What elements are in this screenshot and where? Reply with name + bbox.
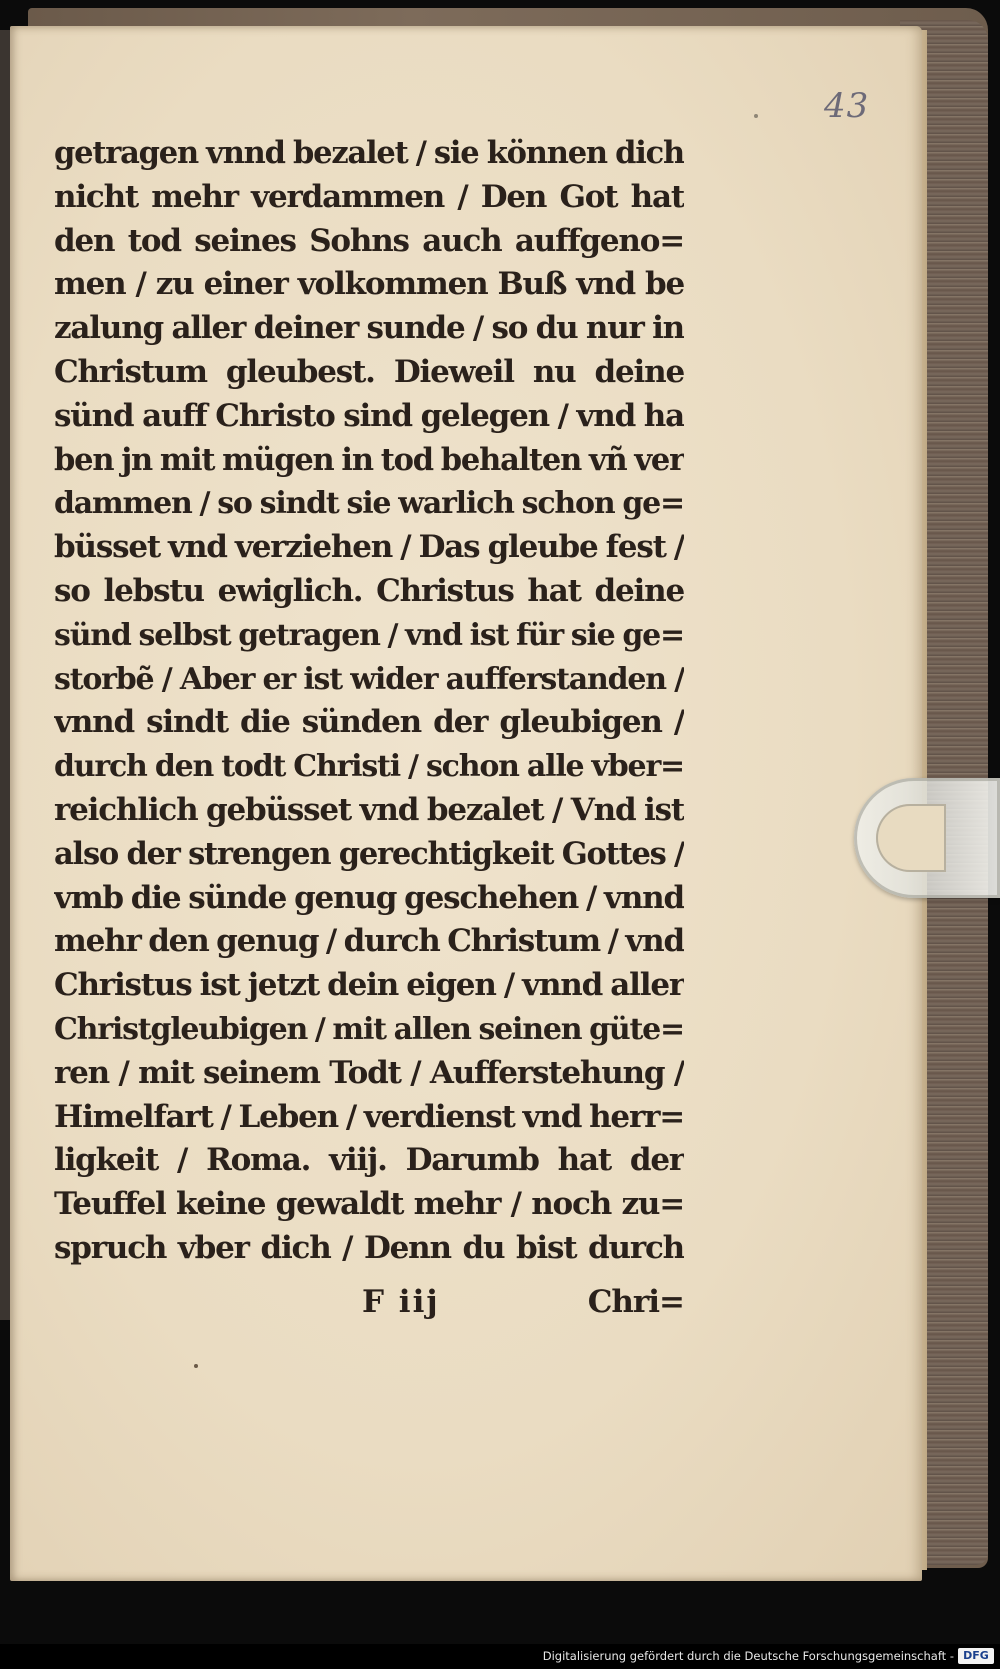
signature-mark: F iij bbox=[362, 1284, 440, 1320]
text-line: den tod seines Sohns auch auffgeno= bbox=[54, 222, 684, 259]
text-line: nicht mehr verdammen / Den Got hat bbox=[54, 178, 684, 215]
footer-bar bbox=[0, 1644, 1000, 1669]
text-line: zalung aller deiner sunde / so du nur in bbox=[54, 310, 684, 347]
page-clip-opening bbox=[876, 804, 946, 872]
text-line: büsset vnd verziehen / Das gleube fest / bbox=[54, 529, 684, 566]
text-line: ben jn mit mügen in tod behalten vñ ver bbox=[54, 441, 684, 478]
text-line: dammen / so sindt sie warlich schon ge= bbox=[54, 486, 684, 522]
text-line: men / zu einer volkommen Buß vnd be bbox=[54, 266, 684, 303]
dfg-logo: DFG bbox=[958, 1648, 994, 1664]
text-line: getragen vnnd bezalet / sie können dich bbox=[54, 135, 684, 171]
text-line: sünd auff Christo sind gelegen / vnd ha bbox=[54, 397, 684, 434]
catchword: Chri= bbox=[587, 1284, 684, 1320]
ink-speck bbox=[194, 1364, 198, 1368]
pencil-mark bbox=[754, 114, 758, 118]
text-line: vnnd sindt die sünden der gleubigen / bbox=[54, 704, 684, 741]
text-line: sünd selbst getragen / vnd ist für sie ge= bbox=[54, 617, 684, 653]
signature-line bbox=[54, 1284, 684, 1330]
text-line: Christum gleubest. Dieweil nu deine bbox=[54, 353, 684, 390]
text-line: mehr den genug / durch Christum / vnd bbox=[54, 923, 684, 960]
text-line: ligkeit / Roma. viij. Darumb hat der bbox=[54, 1142, 684, 1179]
text-line: vmb die sünde genug geschehen / vnnd bbox=[54, 879, 684, 916]
text-line: Teuffel keine gewaldt mehr / noch zu= bbox=[54, 1186, 684, 1223]
text-line: storbẽ / Aber er ist wider aufferstanden / bbox=[54, 661, 684, 697]
text-line: durch den todt Christi / schon alle vber= bbox=[54, 749, 684, 785]
page-clip bbox=[854, 778, 1000, 898]
funding-credit: Digitalisierung gefördert durch die Deutsche Forschungsgemeinschaft - bbox=[542, 1649, 954, 1663]
text-line: reichlich gebüsset vnd bezalet / Vnd ist bbox=[54, 791, 684, 828]
text-line: so lebstu ewiglich. Christus hat deine bbox=[54, 572, 684, 609]
text-line: also der strengen gerechtigkeit Gottes / bbox=[54, 835, 684, 872]
book-page bbox=[10, 26, 922, 1581]
text-line: spruch vber dich / Denn du bist durch bbox=[54, 1229, 684, 1266]
text-block bbox=[54, 132, 684, 1271]
text-line: Christgleubigen / mit allen seinen güte= bbox=[54, 1011, 684, 1047]
text-line: ren / mit seinem Todt / Aufferstehung / bbox=[54, 1054, 684, 1091]
page-number: 43 bbox=[824, 86, 870, 126]
text-line: Himelfart / Leben / verdienst vnd herr= bbox=[54, 1098, 684, 1135]
text-line: Christus ist jetzt dein eigen / vnnd aller bbox=[54, 967, 684, 1004]
